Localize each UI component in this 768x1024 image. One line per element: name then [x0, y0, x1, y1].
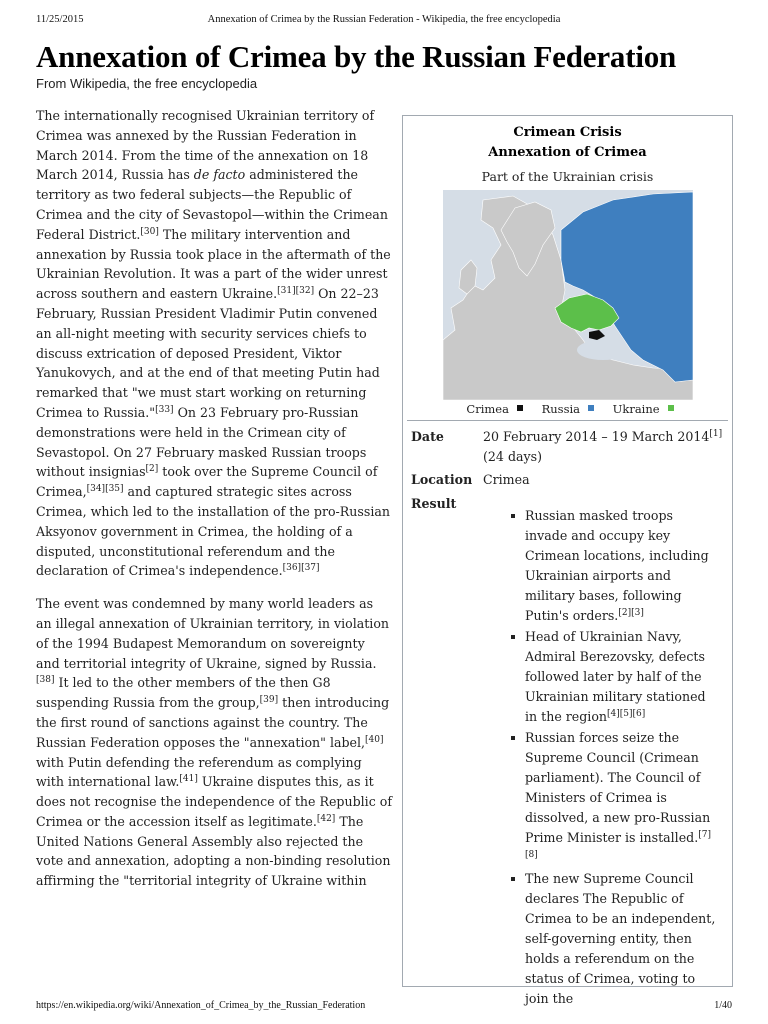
black-sea: [577, 340, 629, 360]
ref-link[interactable]: [40]: [365, 734, 384, 745]
ref-link[interactable]: [34][35]: [86, 483, 124, 494]
legend-swatch: [517, 405, 523, 411]
list-item: Russian masked troops invade and occupy key Crimean locations, including Ukrainian airports and military bases, following Putin's orders.[2][3]: [511, 506, 716, 626]
print-header: [36, 14, 732, 28]
infobox-title: Crimean Crisis Annexation of Crimea: [488, 125, 647, 160]
ref-link[interactable]: [36][37]: [282, 563, 320, 574]
list-item: The new Supreme Council declares The Republic of Crimea to be an independent, self-governing entity, then holds a referendum on the status of Crimea, voting to join the: [511, 869, 716, 1009]
map-legend: [403, 402, 732, 420]
page-number: 1/40: [714, 1000, 732, 1011]
ref-link[interactable]: [2]: [145, 464, 159, 475]
print-date: 11/25/2015: [36, 14, 84, 25]
europe-map[interactable]: [443, 190, 693, 400]
infobox-divider: [407, 420, 728, 421]
ref-link[interactable]: [2][3]: [618, 607, 644, 618]
ref-link[interactable]: [1]: [709, 428, 723, 439]
paragraph-1: The internationally recognised Ukrainian territory of Crimea was annexed by the Russian Federation in March 2014. From the time of the annexation on 18 March 2014, Russia has de facto administered the territory as two federal subjects—the Republic of Crimea and the city of Sevastopol—within the Crimean Federal District.[30] The military intervention and annexation by Russia took place in the aftermath of the Ukrainian Revolution. It was a part of the wider unrest across southern and eastern Ukraine.[31][32] On 22–23 February, Russian President Vladimir Putin convened an all-night meeting with security services chiefs to discuss extrication of deposed President, Viktor Yanukovych, and at the end of that meeting Putin had remarked that "we must start working on returning Crimea to Russia."[33] On 23 February pro-Russian demonstrations were held in the Crimean city of Sevastopol. On 27 February masked Russian troops without insignias[2] took over the Supreme Council of Crimea,[34][35] and captured strategic sites across Crimea, which led to the installation of the pro-Russian Aksyonov government in Crimea, the holding of a disputed, unconstitutional referendum and the declaration of Crimea's independence.[36][37]: [36, 108, 391, 579]
list-item: Russian forces seize the Supreme Council (Crimean parliament). The Council of Ministers of Crimea is dissolved, a new pro-Russian Prime Minister is installed.[7][8]: [511, 728, 716, 868]
ref-link[interactable]: [33]: [155, 404, 174, 415]
legend-item: Russia: [537, 402, 594, 416]
ref-link[interactable]: [4][5][6]: [607, 708, 646, 719]
infobox-row-result: Result Russian masked troops invade and occupy key Crimean locations, including Ukrainian airports and military bases, following Putin's orders.[2][3] Head of Ukrainian Navy, Admiral Berezovsky, defects followed later by half of the Ukrainian military stationed in the region[4][5][6] Russian forces seize the Supreme Council (Crimean parliament). The Council of Ministers of Crimea is dissolved, a new pro-Russian Prime Minister is installed.[7][8] The new Supreme Council declares The Republic of Crimea to be an independent, self-governing entity, then holds a referendum on the status of Crimea, voting to join the: [403, 494, 732, 1009]
ref-link[interactable]: [38]: [36, 675, 55, 686]
ref-link[interactable]: [42]: [316, 813, 336, 824]
ref-link[interactable]: [7][8]: [525, 829, 711, 860]
emphasis: de facto: [193, 167, 246, 183]
infobox-part-of: Part of the Ukrainian crisis: [481, 169, 654, 184]
print-title: Annexation of Crimea by the Russian Federation - Wikipedia, the free encyclopedia: [207, 14, 561, 25]
result-list: [511, 506, 726, 1009]
ref-link[interactable]: [39]: [259, 694, 279, 705]
page-url[interactable]: https://en.wikipedia.org/wiki/Annexation_of_Crimea_by_the_Russian_Federation: [36, 1000, 366, 1011]
legend-swatch: [588, 405, 594, 411]
legend-item: Ukraine: [608, 402, 674, 416]
page-title: Annexation of Crimea by the Russian Federation: [36, 39, 677, 74]
infobox-row-date: Date 20 February 2014 – 19 March 2014[1] (24 days): [411, 428, 723, 464]
ref-link[interactable]: [30]: [140, 226, 159, 237]
infobox-row-location: Location Crimea: [411, 472, 530, 487]
legend-swatch: [668, 405, 674, 411]
ref-link[interactable]: [31][32]: [277, 285, 315, 296]
legend-item: Crimea: [461, 402, 523, 416]
paragraph-2: The event was condemned by many world leaders as an illegal annexation of Ukrainian territory, in violation of the 1994 Budapest Memorandum on sovereignty and territorial integrity of Ukraine, signed by Russia.[38] It led to the other members of the then G8 suspending Russia from the group,[39] then introducing the first round of sanctions against the country. The Russian Federation opposes the "annexation" label,[40] with Putin defending the referendum as complying with international law.[41] Ukraine disputes this, as it does not recognise the independence of the Republic of Crimea or the accession itself as legitimate.[42] The United Nations General Assembly also rejected the vote and annexation, adopting a non-binding resolution affirming the "territorial integrity of Ukraine within: [36, 596, 392, 889]
ref-link[interactable]: [41]: [179, 774, 198, 785]
print-footer: [36, 1000, 732, 1012]
article-body: [36, 106, 392, 904]
page-subtitle: From Wikipedia, the free encyclopedia: [36, 76, 258, 91]
list-item: Head of Ukrainian Navy, Admiral Berezovsky, defects followed later by half of the Ukrainian military stationed in the region[4][5][6]: [511, 627, 716, 727]
